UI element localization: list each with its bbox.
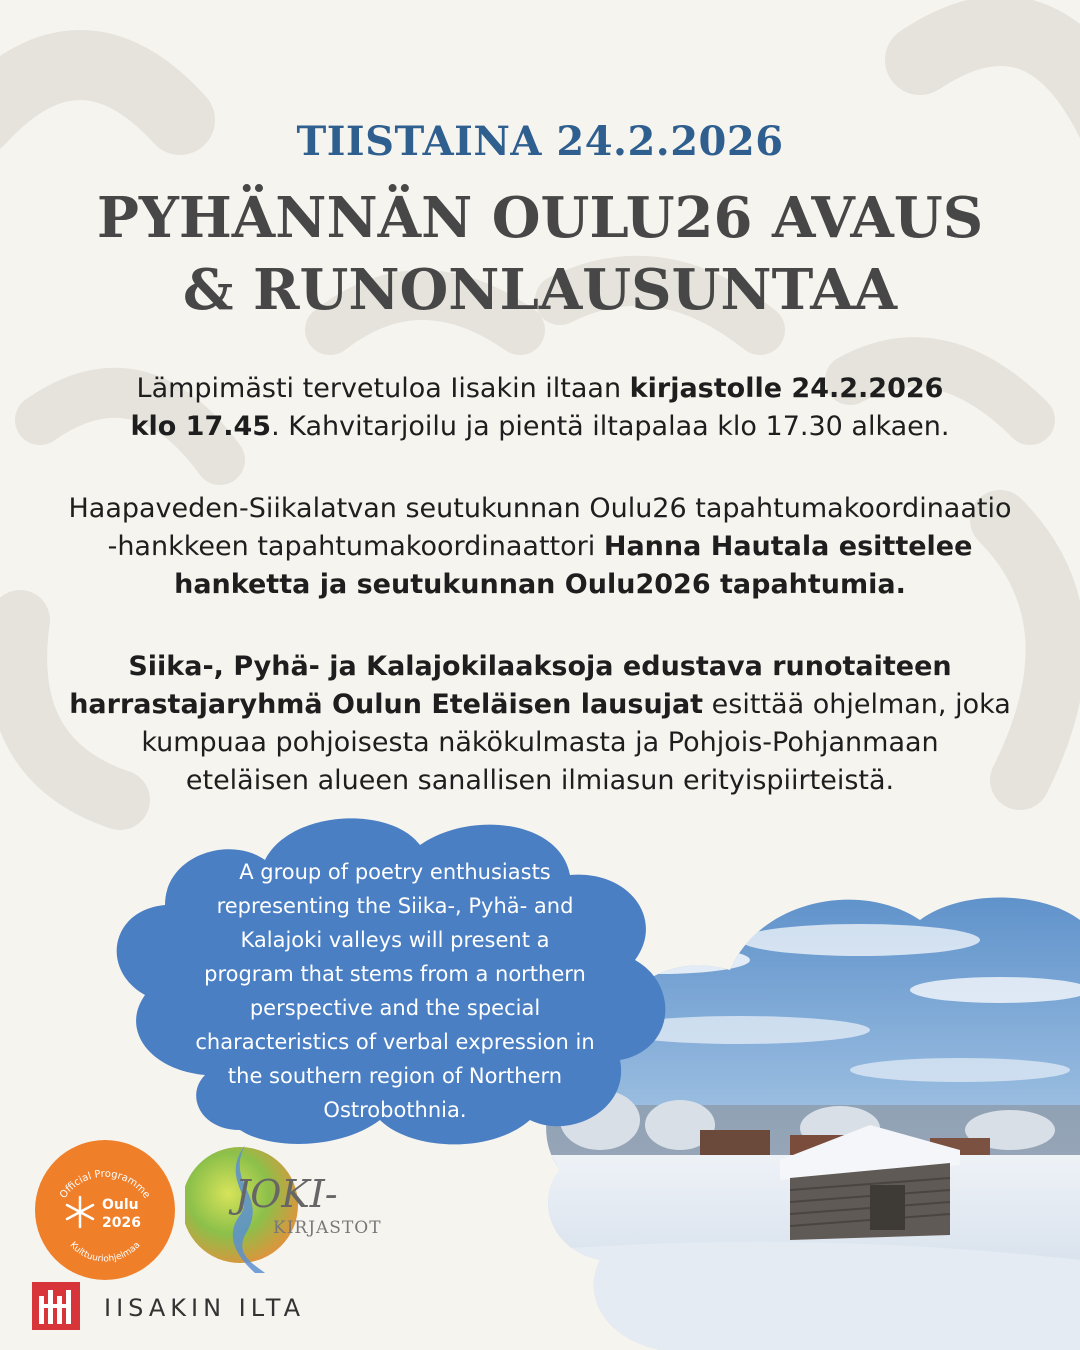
title-line-2: & RUNONLAUSUNTAA [182,257,898,323]
cloud-line: Ostrobothnia. [323,1098,467,1122]
badge-name: Oulu [102,1197,139,1213]
iisakin-ilta-logo-icon [32,1282,80,1330]
coordinator-paragraph [40,490,1040,604]
intro-text-1: Lämpimästi tervetuloa Iisakin iltaan [136,373,630,404]
coordinator-text-2: -hankkeen tapahtumakoordinaattori [107,531,604,562]
cloud-line: A group of poetry enthusiasts [239,860,551,884]
cloud-line: the southern region of Northern [227,1064,563,1088]
english-summary-text [175,855,615,1127]
intro-paragraph [40,370,1040,446]
performers-paragraph [40,648,1040,800]
cloud-line: perspective and the special [249,996,541,1020]
performers-line-3: kumpuaa pohjoisesta näkökulmasta ja Pohjois-Pohjanmaan [141,727,939,758]
footer-title: IISAKIN ILTA [104,1294,306,1322]
badge-bottom-text: Kulttuuriohjelmaa [67,1240,143,1265]
cloud-line: characteristics of verbal expression in [195,1030,595,1054]
cloud-line: Kalajoki valleys will present a [240,928,550,952]
performers-bold-2: harrastajaryhmä Oulun Eteläisen lausujat [69,689,704,720]
intro-bold-2: klo 17.45 [130,411,272,442]
coordinator-bold-1: Hanna Hautala esittelee [603,531,973,562]
kirjastot-word: KIRJASTOT [273,1218,382,1238]
performers-line-4: eteläisen alueen sanallisen ilmiasun erityispiirteistä. [185,765,895,796]
page-title [0,182,1080,326]
event-date: TIISTAINA 24.2.2026 [296,118,784,165]
joki-word: JOKI- [235,1172,338,1216]
cloud-line: representing the Siika-, Pyhä- and [216,894,574,918]
title-line-1: PYHÄNNÄN OULU26 AVAUS [96,185,984,251]
oulu2026-badge-logo [30,1135,180,1285]
coordinator-bold-2: hanketta ja seutukunnan Oulu2026 tapahtumia. [174,569,906,600]
performers-text-1: esittää ohjelman, joka [703,689,1011,720]
badge-year: 2026 [102,1215,141,1231]
cloud-line: program that stems from a northern [204,962,586,986]
badge-top-text: Official Programme [58,1168,152,1201]
intro-bold-1: kirjastolle 24.2.2026 [629,373,944,404]
intro-text-2: . Kahvitarjoilu ja pientä iltapalaa klo 17.30 alkaen. [271,411,950,442]
coordinator-line-1: Haapaveden-Siikalatvan seutukunnan Oulu26 tapahtumakoordinaatio [68,493,1012,524]
performers-bold-1: Siika-, Pyhä- ja Kalajokilaaksoja edustava runotaiteen [128,651,952,682]
joki-kirjastot-logo [185,1135,395,1275]
